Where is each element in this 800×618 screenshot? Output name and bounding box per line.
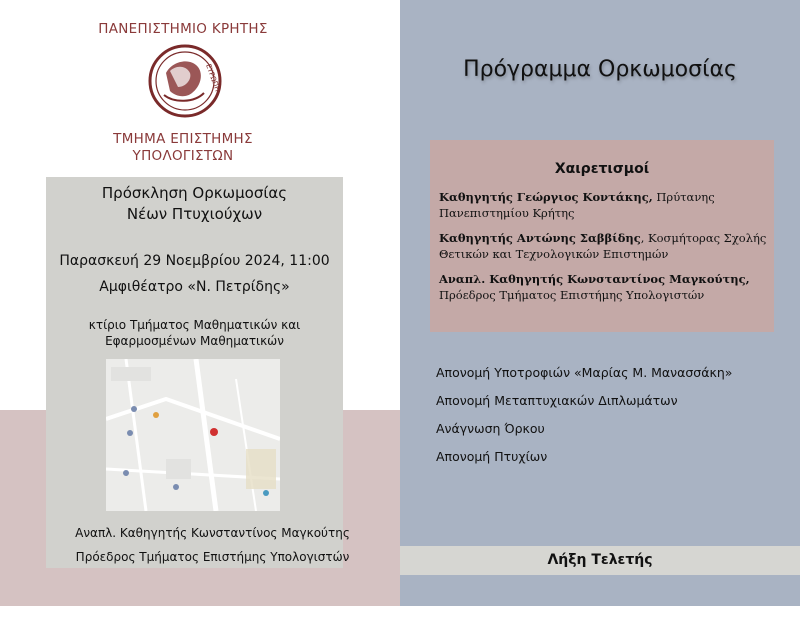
program-item-postgraduate-diplomas: Απονομή Μεταπτυχιακών Διπλωμάτων xyxy=(436,393,678,408)
greeting-entry xyxy=(439,189,769,221)
greeting-role: Πρόεδρος Τμήματος Επιστήμης Υπολογιστών xyxy=(439,288,705,302)
signatory-role: Πρόεδρος Τμήματος Επιστήμης Υπολογιστών xyxy=(75,550,350,564)
seal-lettering: ΕΥΡΩΠΗ xyxy=(204,62,222,93)
university-seal-logo xyxy=(146,43,224,119)
location-map[interactable] xyxy=(106,359,280,511)
closing-text: Λήξη Τελετής xyxy=(547,552,653,568)
department-name-line2: ΥΠΟΛΟΓΙΣΤΩΝ xyxy=(132,148,234,164)
program-panel xyxy=(400,0,800,606)
event-venue: Αμφιθέατρο «Ν. Πετρίδης» xyxy=(99,279,290,295)
greeting-name: Καθηγητής Αντώνης Σαββίδης xyxy=(439,231,641,245)
program-item-scholarships: Απονομή Υποτροφιών «Μαρίας Μ. Μανασσάκη» xyxy=(436,365,733,380)
greeting-role: , Κοσμήτορας Σχολής Θετικών και Τεχνολογικών Επιστημών xyxy=(439,231,767,261)
greeting-entry xyxy=(439,271,769,303)
map-graphic xyxy=(106,359,280,511)
greetings-heading: Χαιρετισμοί xyxy=(554,161,650,177)
invitation-panel xyxy=(0,0,400,606)
signatory-name: Αναπλ. Καθηγητής Κωνσταντίνος Μαγκούτης xyxy=(75,526,350,540)
event-building: κτίριο Τμήματος Μαθηματικών και Εφαρμοσμένων Μαθηματικών xyxy=(88,318,301,348)
program-item-oath-reading: Ανάγνωση Όρκου xyxy=(436,421,545,436)
greeting-entry xyxy=(439,230,769,262)
invitation-title-line1: Πρόσκληση Ορκωμοσίας xyxy=(101,184,288,202)
greeting-name: Αναπλ. Καθηγητής Κωνσταντίνος Μαγκούτης, xyxy=(439,272,750,286)
closing-bar xyxy=(400,546,800,575)
greeting-role: Πρύτανης Πανεπιστημίου Κρήτης xyxy=(439,190,715,220)
event-date-time: Παρασκευή 29 Νοεμβρίου 2024, 11:00 xyxy=(59,253,330,269)
university-name: ΠΑΝΕΠΙΣΤΗΜΙΟ ΚΡΗΤΗΣ xyxy=(98,21,268,37)
department-name-line1: ΤΜΗΜΑ ΕΠΙΣΤΗΜΗΣ xyxy=(113,131,253,147)
program-item-degree-awards: Απονομή Πτυχίων xyxy=(436,449,548,464)
invitation-card xyxy=(46,177,350,568)
program-title: Πρόγραμμα Ορκωμοσίας xyxy=(463,57,737,82)
greeting-name: Καθηγητής Γεώργιος Κοντάκης, xyxy=(439,190,653,204)
invitation-title-line2: Νέων Πτυχιούχων xyxy=(126,205,263,223)
greetings-box xyxy=(430,140,774,332)
location-pin-icon xyxy=(210,428,218,436)
